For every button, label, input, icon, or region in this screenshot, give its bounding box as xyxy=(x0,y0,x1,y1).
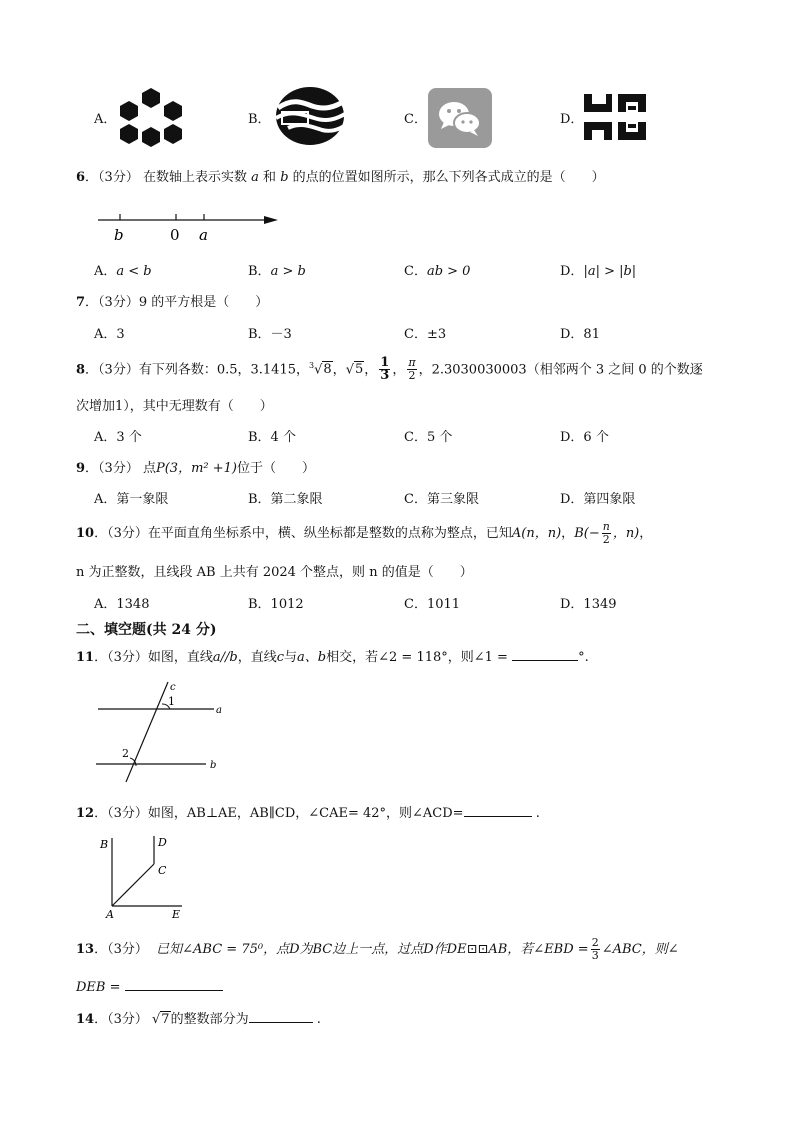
q6-option-d: D．|a| > |b| xyxy=(560,264,637,279)
question-11-stem: 11．（3分）如图，直线a//b，直线c与a、b相交，若∠2 = 118°，则∠1 = °. xyxy=(76,650,589,665)
q5-option-b-label: B． xyxy=(248,112,271,127)
question-14-stem: 14．（3分） √7的整数部分为 . xyxy=(76,1012,321,1027)
question-10-stem: 10．（3分）在平面直角坐标系中，横、纵坐标都是整数的点称为整点，已知A(n，n)，B(− $\frac{n}{2}$ ，n)， xyxy=(76,520,653,546)
section-2-heading: 二、填空题(共 24 分) xyxy=(76,622,217,638)
q5-option-c-label: C． xyxy=(404,112,427,127)
q11-answer-blank[interactable] xyxy=(512,648,578,661)
question-8-stem: 8．（3分）有下列各数：0.5，3.1415，$^3$√8，√5， $\frac{1}{3}$ ， $\frac{\pi}{2}$ ，2.3030030003（相邻两个 3 之间 0 的个数逐 xyxy=(76,355,703,384)
q8-option-a: A．3 个 xyxy=(94,430,142,445)
fig12-label-e: E xyxy=(172,908,181,921)
q10-option-b: B．1012 xyxy=(248,597,304,612)
q7-option-c: C．±3 xyxy=(404,327,447,342)
fig11-label-b: b xyxy=(210,760,217,771)
q7-option-a: A．3 xyxy=(94,327,125,342)
q8-option-d: D．6 个 xyxy=(560,430,609,445)
q6-option-c: C．ab > 0 xyxy=(404,264,471,279)
question-10-line2: n 为正整数，且线段 AB 上共有 2024 个整点，则 n 的值是（ ） xyxy=(76,565,473,580)
q9-option-a: A．第一象限 xyxy=(94,492,169,507)
fig12-label-b: B xyxy=(100,838,109,851)
maze-glyph-icon xyxy=(584,94,646,140)
fig11-label-c: c xyxy=(170,682,176,693)
wave-logo-icon xyxy=(272,84,348,148)
q10-option-c: C．1011 xyxy=(404,597,461,612)
number-line-figure xyxy=(94,206,284,246)
fig11-label-a: a xyxy=(216,705,222,716)
axis-label-zero: 0 xyxy=(170,226,180,244)
q12-geometry-figure xyxy=(96,832,192,922)
fig12-label-a: A xyxy=(106,908,114,921)
q10-option-d: D．1349 xyxy=(560,597,617,612)
q13-answer-blank[interactable] xyxy=(125,978,223,991)
q8-option-c: C．5 个 xyxy=(404,430,453,445)
q10-option-a: A．1348 xyxy=(94,597,150,612)
question-13-stem: 13．（3分） 已知∠ABC = 75⁰，点D为BC边上一点，过点D作DE⊡⊡AB，若∠EBD = $\frac{2}{3}$ ∠ABC，则∠ xyxy=(76,936,679,962)
question-12-stem: 12．（3分）如图，AB⊥AE，AB∥CD，∠CAE= 42°，则∠ACD= . xyxy=(76,806,540,821)
fig11-label-1: 1 xyxy=(168,695,175,708)
q14-answer-blank[interactable] xyxy=(249,1010,313,1023)
question-6-stem: 6．（3分） 在数轴上表示实数 a 和 b 的点的位置如图所示，那么下列各式成立的是（ ） xyxy=(76,170,605,185)
axis-label-b: b xyxy=(114,226,124,244)
q9-option-c: C．第三象限 xyxy=(404,492,479,507)
question-13-line2: DEB = xyxy=(76,978,223,995)
q11-parallel-lines-figure xyxy=(92,678,232,784)
hexagon-ring-icon xyxy=(116,86,186,148)
q6-option-a: A．a < b xyxy=(94,264,152,279)
question-7-stem: 7．（3分）9 的平方根是（ ） xyxy=(76,295,269,310)
fig12-label-d: D xyxy=(158,836,167,849)
q7-option-b: B．－3 xyxy=(248,327,292,342)
q5-option-d-label: D． xyxy=(560,112,584,127)
q9-option-d: D．第四象限 xyxy=(560,492,636,507)
question-8-line2: 次增加1），其中无理数有（ ） xyxy=(76,399,273,414)
axis-label-a: a xyxy=(199,226,208,244)
q6-option-b: B．a > b xyxy=(248,264,306,279)
wechat-logo-icon xyxy=(428,88,492,148)
question-9-stem: 9．（3分） 点P(3，m² +1)位于（ ） xyxy=(76,461,315,476)
q7-option-d: D．81 xyxy=(560,327,600,342)
q8-option-b: B．4 个 xyxy=(248,430,296,445)
q5-option-a-label: A． xyxy=(94,112,117,127)
q9-option-b: B．第二象限 xyxy=(248,492,323,507)
fig12-label-c: C xyxy=(158,864,167,877)
q12-answer-blank[interactable] xyxy=(464,804,532,817)
fig11-label-2: 2 xyxy=(122,747,129,760)
